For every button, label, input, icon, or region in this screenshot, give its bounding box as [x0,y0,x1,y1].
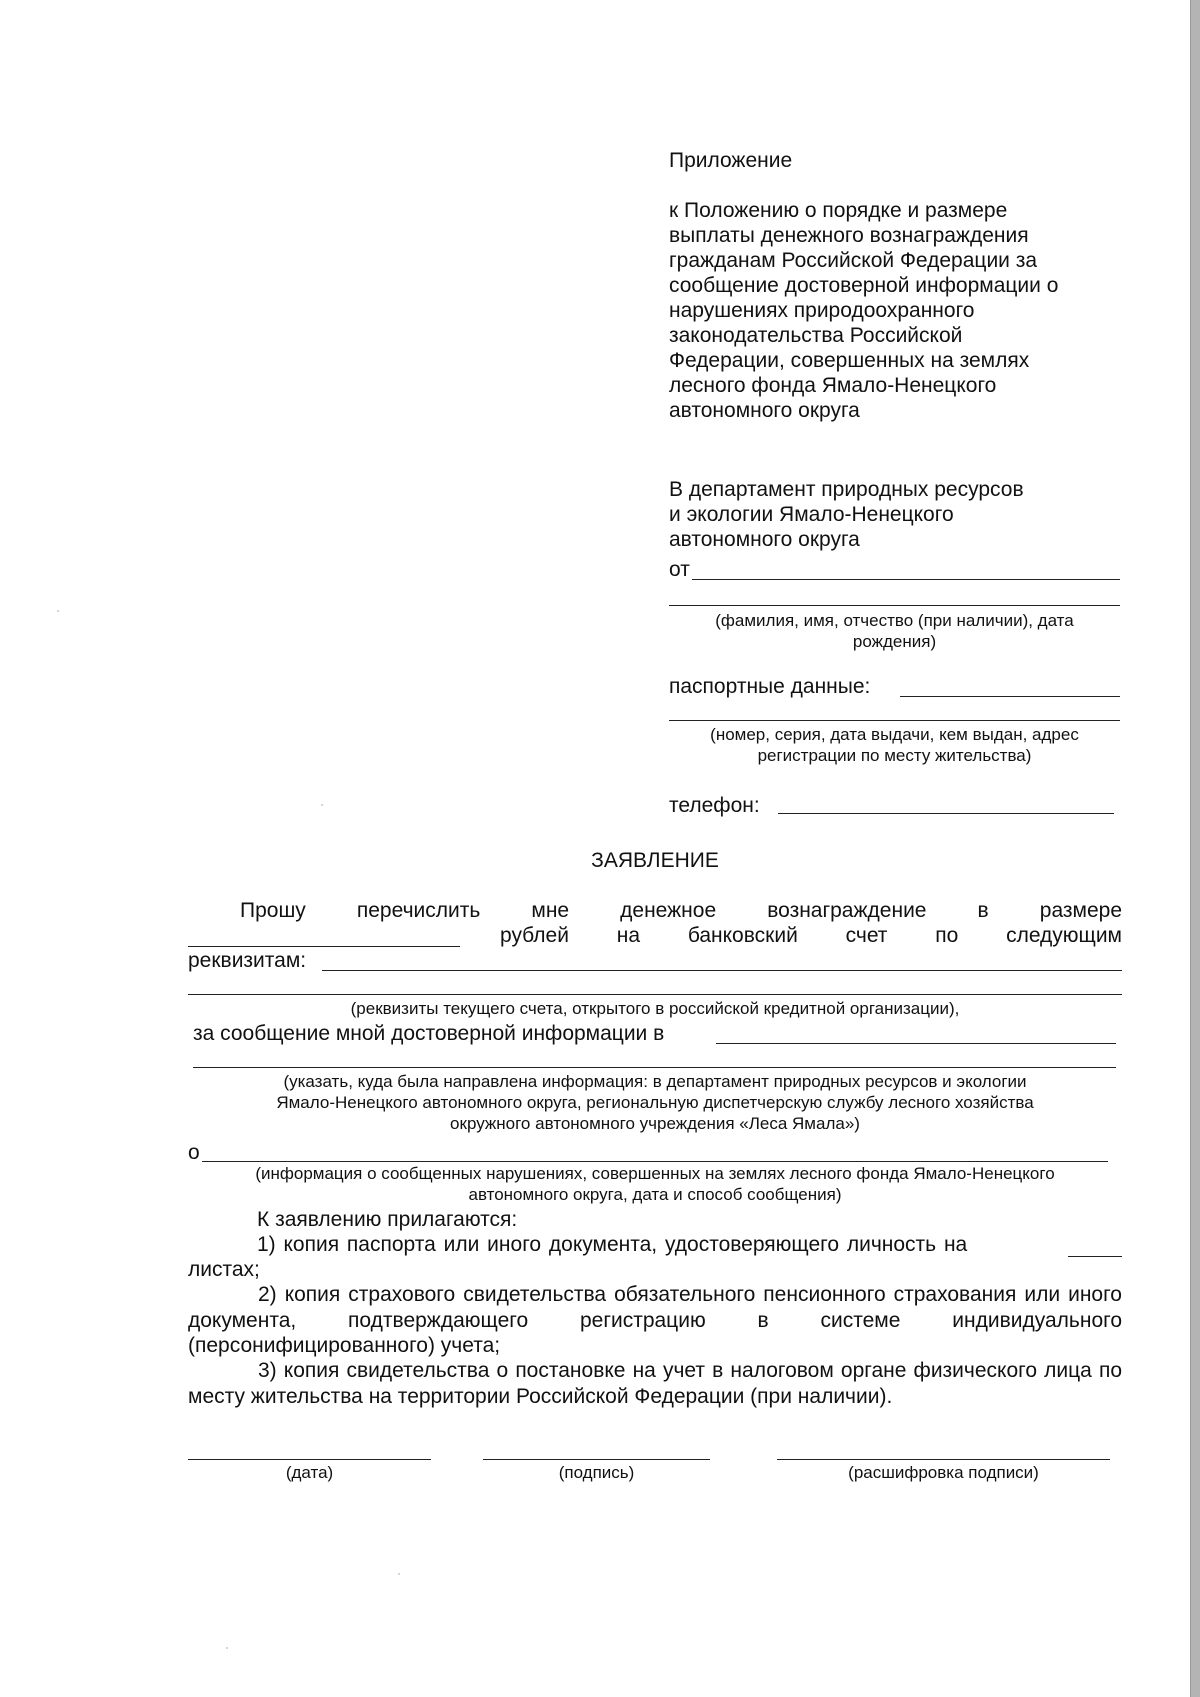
appendix-line: лесного фонда Ямало-Ненецкого [669,374,997,397]
signature-decoding-label: (расшифровка подписи) [848,1463,1039,1482]
info-destination-field-continued[interactable] [193,1067,1116,1068]
scan-speck [321,804,323,806]
appendix-line: Федерации, совершенных на землях [669,349,1030,372]
name-hint-line: рождения) [852,632,937,651]
signature-label: (подпись) [558,1463,635,1482]
about-hint [188,1163,1122,1205]
attachment-item-1-text: 1) копия паспорта или иного документа, удостоверяющего личность на [257,1233,968,1256]
addressee-line: автономного округа [669,528,860,551]
statement-word: размере [1039,899,1122,922]
from-name-field[interactable] [692,579,1120,580]
about-hint-line: автономного округа, дата и способ сообщения) [468,1185,842,1204]
requisites-hint: (реквизиты текущего счета, открытого в российской кредитной организации), [350,999,960,1018]
statement-word: вознаграждение [767,899,927,922]
info-destination-field[interactable] [716,1043,1116,1044]
about-label: о [188,1141,200,1164]
attachment-item-1 [257,1232,1122,1257]
passport-field-continued[interactable] [669,720,1120,721]
passport-hint [669,724,1120,766]
appendix-line: законодательства Российской [669,324,963,347]
statement-word: рублей [500,924,569,947]
about-field[interactable] [202,1161,1108,1162]
name-hint-line: (фамилия, имя, отчество (при наличии), дата [715,611,1074,630]
appendix-line: сообщение достоверной информации о [669,274,1059,297]
statement-word: по [935,924,959,947]
requisites-field-continued[interactable] [188,994,1122,995]
statement-heading: ЗАЯВЛЕНИЕ [591,849,719,872]
about-hint-line: (информация о сообщенных нарушениях, совершенных на землях лесного фонда Ямало-Ненецкого [255,1164,1055,1183]
appendix-line: выплаты денежного вознаграждения [669,224,1029,247]
from-label: от [669,558,690,581]
phone-field[interactable] [778,813,1114,814]
scan-speck [398,1573,400,1575]
passport-field[interactable] [900,696,1120,697]
info-label: за сообщение мной достоверной информации в [193,1022,665,1045]
scan-speck [57,610,59,612]
statement-word: на [616,924,641,947]
statement-word: в [977,899,989,922]
addressee-block [669,477,1024,552]
statement-line-2 [500,923,1122,948]
attachment-item-2: 2) копия страхового свидетельства обязательного пенсионного страхования или иного документа, подтверждающего регистрацию в системе индивидуального (персонифицированного) учета; [188,1283,1122,1357]
appendix-line: нарушениях природоохранного [669,299,975,322]
passport-label: паспортные данные: [669,675,871,698]
statement-word: мне [531,899,570,922]
attachment-item-3: 3) копия свидетельства о постановке на учет в налоговом органе физического лица по месту жительства на территории Российской Федерации (при наличии). [188,1359,1122,1408]
requisites-label: реквизитам: [188,949,307,972]
info-hint-line: (указать, куда была направлена информация: в департамент природных ресурсов и экологии [283,1072,1027,1091]
signature-decoding-field[interactable] [777,1459,1110,1460]
name-hint [669,610,1120,652]
statement-word: перечислить [356,899,481,922]
statement-word: следующим [1006,924,1122,947]
info-hint-line: Ямало-Ненецкого автономного округа, региональную диспетчерскую службу лесного хозяйства [276,1093,1034,1112]
attachment-item-1-tail: листах; [188,1258,260,1281]
attachments-intro: К заявлению прилагаются: [257,1208,518,1231]
date-field[interactable] [188,1459,431,1460]
appendix-line: гражданам Российской Федерации за [669,249,1038,272]
appendix-description [669,198,1058,423]
pages-count-field[interactable] [1068,1238,1122,1257]
statement-line-1 [240,898,1122,923]
phone-label: телефон: [669,794,760,817]
passport-hint-line: (номер, серия, дата выдачи, кем выдан, адрес [710,725,1079,744]
statement-word: счет [845,924,888,947]
appendix-title: Приложение [669,149,793,172]
info-hint [188,1071,1122,1134]
requisites-field[interactable] [322,970,1122,971]
addressee-line: В департамент природных ресурсов [669,478,1024,501]
statement-word: банковский [687,924,798,947]
addressee-line: и экологии Ямало-Ненецкого [669,503,954,526]
appendix-line: автономного округа [669,399,860,422]
statement-word: Прошу [240,899,306,922]
date-label: (дата) [285,1463,334,1482]
info-hint-line: окружного автономного учреждения «Леса Ямала») [450,1114,860,1133]
statement-word: денежное [620,899,717,922]
appendix-line: к Положению о порядке и размере [669,199,1008,222]
scan-speck [226,1647,228,1649]
passport-hint-line: регистрации по месту жительства) [757,746,1032,765]
signature-field[interactable] [483,1459,710,1460]
amount-field[interactable] [188,946,460,947]
from-name-field-continued[interactable] [669,605,1120,606]
